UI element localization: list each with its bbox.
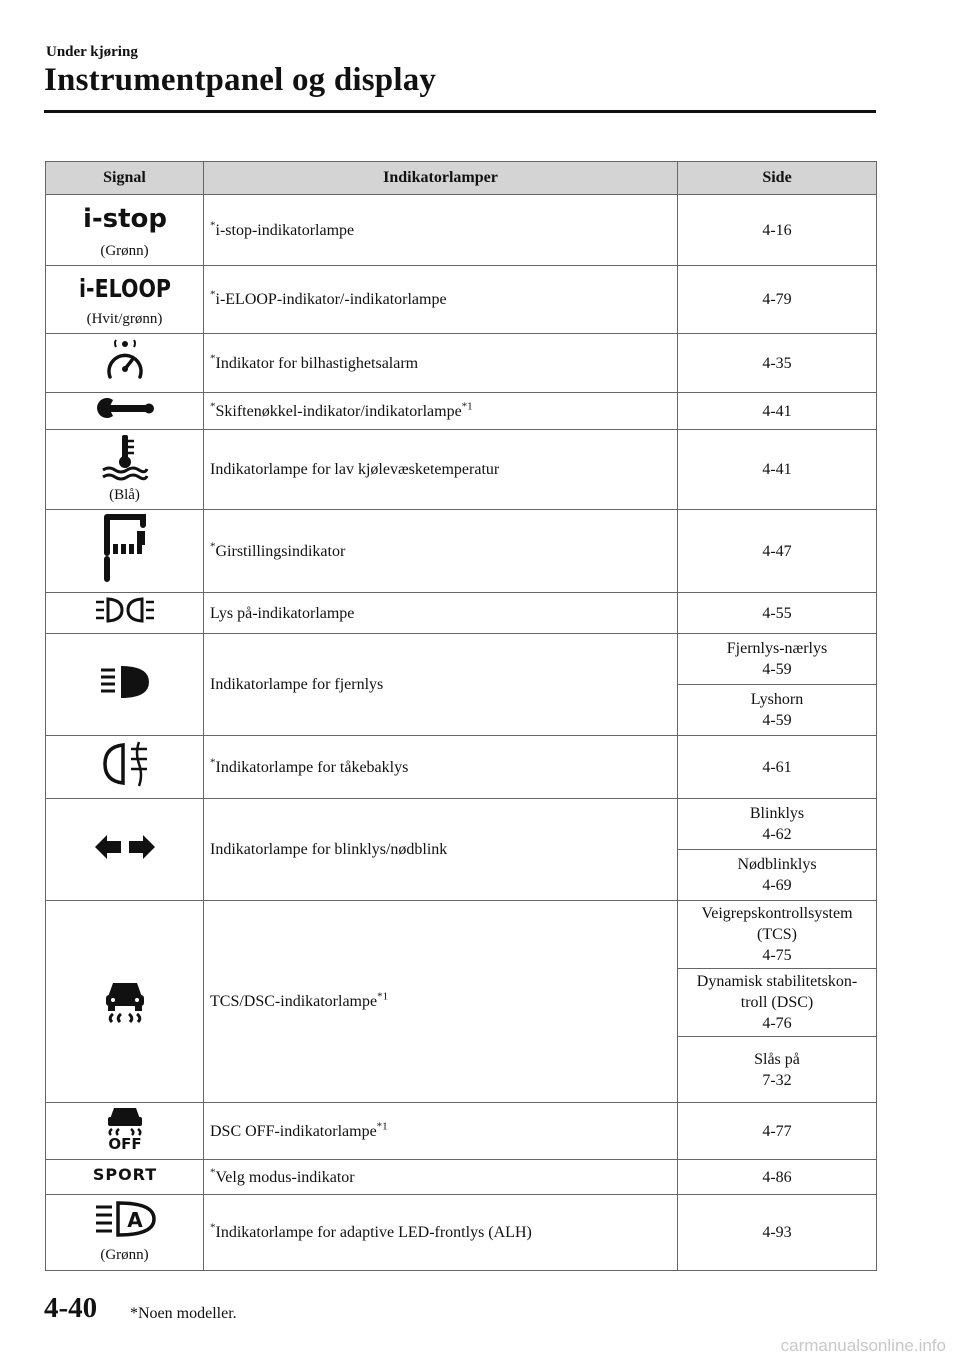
indicator-table	[45, 161, 877, 1271]
indicator-cell	[204, 593, 678, 634]
page-reference-cell: Blinklys 4-62	[678, 799, 877, 850]
page-reference-cell: 4-41	[678, 393, 877, 430]
page-reference-cell: 4-79	[678, 266, 877, 334]
page-reference-cell: 4-86	[678, 1160, 877, 1195]
high-beam-icon	[48, 664, 201, 706]
svg-text:i-ELOOP: i-ELOOP	[78, 274, 171, 303]
indicator-cell	[204, 430, 678, 510]
indicator-cell	[204, 634, 678, 736]
page-reference-cell: Slås på 7-32	[678, 1037, 877, 1103]
table-row	[46, 634, 877, 685]
page-reference-cell: 4-16	[678, 195, 877, 266]
table-row	[46, 1103, 877, 1160]
signal-color-note: (Grønn)	[100, 242, 149, 259]
header-indicator: Indikatorlamper	[204, 162, 678, 195]
footnote: *Noen modeller.	[130, 1305, 237, 1322]
signal-color-note: (Blå)	[109, 487, 140, 503]
signal-cell	[46, 736, 204, 799]
page-reference-cell: Fjernlys-nærlys 4-59	[678, 634, 877, 685]
indicator-label: DSC OFF-indikatorlampe	[210, 1122, 377, 1140]
indicator-label: i-stop-indikatorlampe	[215, 221, 355, 239]
coolant-temperature-icon	[48, 433, 201, 485]
signal-cell	[46, 334, 204, 393]
title-rule	[44, 110, 876, 113]
footnote-reference: *1	[377, 990, 389, 1003]
model-footnote-marker: *	[210, 1166, 216, 1179]
page-reference-cell: Dynamisk stabilitetskon- troll (DSC) 4-76	[678, 969, 877, 1037]
indicator-cell	[204, 334, 678, 393]
svg-text:OFF: OFF	[107, 1135, 142, 1153]
page-reference-cell: 4-35	[678, 334, 877, 393]
indicator-label: Velg modus-indikator	[215, 1168, 355, 1186]
page-reference-cell: Lyshorn 4-59	[678, 685, 877, 736]
indicator-cell	[204, 1195, 678, 1271]
speed-alarm-icon	[48, 339, 201, 387]
indicator-cell	[204, 736, 678, 799]
signal-cell	[46, 593, 204, 634]
signal-cell	[46, 1195, 204, 1271]
page-number: 4-40	[44, 1292, 98, 1324]
indicator-label: Girstillingsindikator	[215, 542, 346, 560]
table-row	[46, 266, 877, 334]
model-footnote-marker: *	[210, 756, 216, 769]
sport-mode-icon	[48, 1163, 201, 1191]
turn-signal-icon	[48, 832, 201, 868]
model-footnote-marker: *	[210, 400, 216, 413]
section-label: Under kjøring	[46, 44, 138, 60]
gear-position-icon	[48, 513, 201, 589]
model-footnote-marker: *	[210, 288, 216, 301]
page-reference-cell: 4-77	[678, 1103, 877, 1160]
table-row	[46, 736, 877, 799]
table-row	[46, 195, 877, 266]
table-row	[46, 1160, 877, 1195]
wrench-icon	[48, 396, 201, 426]
fog-light-icon	[48, 739, 201, 795]
indicator-label: Indikatorlampe for tåkebaklys	[215, 758, 409, 776]
table-header-row	[46, 162, 877, 195]
model-footnote-marker: *	[210, 219, 216, 232]
page-reference-cell: 4-55	[678, 593, 877, 634]
header-page: Side	[678, 162, 877, 195]
footnote-reference: *1	[461, 400, 473, 413]
header-signal: Signal	[46, 162, 204, 195]
table-row	[46, 593, 877, 634]
table-row	[46, 799, 877, 850]
model-footnote-marker: *	[210, 352, 216, 365]
model-footnote-marker: *	[210, 540, 216, 553]
tcs-dsc-icon	[48, 973, 201, 1031]
indicator-label: i-ELOOP-indikator/-indikatorlampe	[215, 291, 447, 308]
signal-cell	[46, 266, 204, 334]
table-row	[46, 430, 877, 510]
indicator-cell	[204, 799, 678, 901]
model-footnote-marker: *	[210, 1221, 216, 1234]
signal-cell	[46, 1160, 204, 1195]
signal-cell	[46, 430, 204, 510]
signal-color-note: (Hvit/grønn)	[86, 311, 163, 327]
svg-text:i-stop: i-stop	[82, 203, 167, 234]
indicator-label: Indikatorlampe for lav kjølevæsketemperatur	[210, 461, 500, 478]
indicator-cell	[204, 901, 678, 1103]
i-stop-icon	[48, 199, 201, 241]
table-row	[46, 334, 877, 393]
page-reference-cell: Nødblinklys 4-69	[678, 850, 877, 901]
svg-text:SPORT: SPORT	[92, 1165, 157, 1184]
watermark: carmanualsonline.info	[780, 1336, 946, 1355]
indicator-label: Indikator for bilhastighetsalarm	[215, 354, 419, 372]
signal-cell	[46, 1103, 204, 1160]
dsc-off-icon	[48, 1106, 201, 1156]
page-reference-cell: Veigrepskontrollsystem (TCS) 4-75	[678, 901, 877, 969]
table-row	[46, 1195, 877, 1271]
indicator-cell	[204, 1160, 678, 1195]
indicator-cell	[204, 510, 678, 593]
table-row	[46, 901, 877, 969]
page-reference-cell: 4-93	[678, 1195, 877, 1271]
indicator-cell	[204, 393, 678, 430]
indicator-cell	[204, 1103, 678, 1160]
indicator-label: Lys på-indikatorlampe	[210, 604, 355, 622]
signal-color-note: (Grønn)	[100, 1247, 149, 1263]
indicator-cell	[204, 266, 678, 334]
signal-cell	[46, 901, 204, 1103]
adaptive-led-headlight-icon	[48, 1199, 201, 1245]
indicator-label: Skiftenøkkel-indikator/indikatorlampe	[215, 402, 462, 420]
table-row	[46, 510, 877, 593]
page-title: Instrumentpanel og display	[44, 62, 437, 98]
indicator-label: TCS/DSC-indikatorlampe	[210, 993, 378, 1010]
i-eloop-icon	[48, 269, 201, 309]
signal-cell	[46, 195, 204, 266]
signal-cell	[46, 799, 204, 901]
indicator-cell	[204, 195, 678, 266]
signal-cell	[46, 510, 204, 593]
page-reference-cell: 4-61	[678, 736, 877, 799]
svg-text:A: A	[126, 1208, 143, 1232]
table-row	[46, 393, 877, 430]
page-reference-cell: 4-47	[678, 510, 877, 593]
indicator-label: Indikatorlampe for adaptive LED-frontlys (ALH)	[215, 1224, 532, 1241]
page-reference-cell: 4-41	[678, 430, 877, 510]
footnote-reference: *1	[376, 1120, 388, 1133]
lights-on-icon	[48, 596, 201, 630]
indicator-label: Indikatorlampe for blinklys/nødblink	[210, 841, 448, 858]
signal-cell	[46, 393, 204, 430]
indicator-label: Indikatorlampe for fjernlys	[210, 676, 384, 693]
signal-cell	[46, 634, 204, 736]
